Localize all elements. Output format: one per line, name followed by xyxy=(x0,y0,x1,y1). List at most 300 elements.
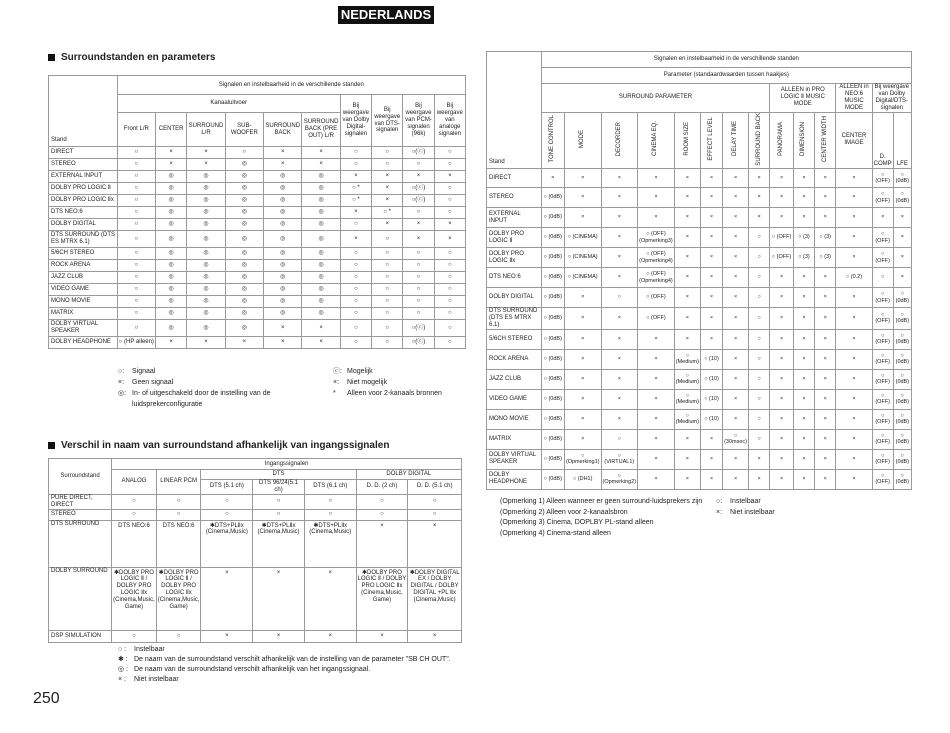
table-cell: ○ (OFF) (Opmerking3) xyxy=(638,228,675,248)
table-cell: ○ xyxy=(156,494,201,509)
table-cell: ○ xyxy=(117,147,155,159)
input-signals-header: Ingangssignalen xyxy=(112,459,462,470)
table-cell: ○ xyxy=(117,320,155,337)
surround-param-header: SURROUND PARAMETER xyxy=(541,84,770,113)
table-cell: ○ (0dB) xyxy=(541,369,564,389)
table-cell: ◎ xyxy=(156,171,187,183)
table-row xyxy=(49,630,462,642)
table-cell: × xyxy=(836,429,872,449)
table-cell: ○ (OFF) xyxy=(872,308,893,330)
table-cell: ◎ xyxy=(302,183,340,195)
channel-output-header: Kanaaluitvoer xyxy=(117,95,340,113)
row-label: EXTERNAL INPUT xyxy=(49,171,118,183)
col-header xyxy=(770,112,794,169)
table-cell: × xyxy=(674,429,700,449)
table-cell: × xyxy=(674,449,700,469)
table-cell: × xyxy=(601,228,638,248)
table-cell: ◎ xyxy=(264,308,302,320)
col-header: ANALOG xyxy=(112,470,157,495)
table-cell: × xyxy=(793,208,814,228)
table-cell: ○(ⓒ) xyxy=(403,337,434,349)
table-cell: ○ (0dB) xyxy=(893,349,911,369)
table-cell: ○ xyxy=(117,195,155,207)
table-cell: × xyxy=(723,369,749,389)
table-cell: ○ * xyxy=(340,183,371,195)
row-label: PURE DIRECT, DIRECT xyxy=(49,494,112,509)
table-row xyxy=(49,567,462,630)
table-cell: ○ (3) xyxy=(793,228,814,248)
row-label: ROCK ARENA xyxy=(487,349,542,369)
table-cell: × xyxy=(638,349,675,369)
table-cell: × xyxy=(793,329,814,349)
col-header xyxy=(815,112,836,169)
table-cell: ○ xyxy=(372,284,403,296)
col-header: CENTER xyxy=(156,113,187,147)
table-cell: ○ xyxy=(601,429,638,449)
table-cell: × xyxy=(893,248,911,268)
section1-legend-right xyxy=(333,366,483,399)
table-cell: ○ (0dB) xyxy=(893,169,911,188)
table-cell: × xyxy=(723,188,749,208)
table-cell: × xyxy=(700,268,722,288)
table-cell: ○ (3) xyxy=(793,248,814,268)
table-cell: ○ xyxy=(117,248,155,260)
table-cell: ◎ xyxy=(187,308,225,320)
table-cell: ○ xyxy=(253,509,305,520)
table-cell: ◎ xyxy=(302,284,340,296)
section3-notes xyxy=(500,497,740,539)
table-cell: × xyxy=(674,228,700,248)
table-cell: ✱DOLBY PRO LOGIC Ⅱ / DOLBY PRO LOGIC Ⅱx (Cinema,Music, Game) xyxy=(356,567,408,630)
table-cell: ○ xyxy=(403,207,434,219)
table-cell: ○ (0dB) xyxy=(541,268,564,288)
table-cell: × xyxy=(815,268,836,288)
table-cell: ○ xyxy=(434,272,465,284)
table-cell: ○ (Medium) xyxy=(674,409,700,429)
col-header xyxy=(836,112,872,169)
col-header xyxy=(638,112,675,169)
table-row xyxy=(487,228,912,248)
table-row xyxy=(49,272,466,284)
table-cell: × xyxy=(793,169,814,188)
table-cell: ○ xyxy=(372,272,403,284)
table-cell: × xyxy=(836,409,872,429)
pl2-only-header: ALLEEN in PRO LOGIC Ⅱ MUSIC MODE xyxy=(770,84,836,113)
table-cell: ○ (OFF) xyxy=(872,449,893,469)
table-cell: ○ xyxy=(356,494,408,509)
table-cell: ○ (0dB) xyxy=(541,329,564,349)
table-cell: × xyxy=(836,349,872,369)
row-label: DOLBY PRO LOGIC Ⅱx xyxy=(49,195,118,207)
table-cell: × xyxy=(815,429,836,449)
table-cell: × xyxy=(304,567,356,630)
section2-legend xyxy=(118,645,478,685)
table-row xyxy=(49,520,462,567)
table-cell: × xyxy=(723,248,749,268)
table-cell: × xyxy=(723,449,749,469)
table-row xyxy=(49,296,466,308)
table-cell: × xyxy=(836,449,872,469)
dd-dts-header: Bij weergave van Dolby Digital/DTS-signalen xyxy=(872,84,911,113)
row-label: DTS SURROUND xyxy=(49,520,112,567)
table-cell: ◎ xyxy=(302,231,340,248)
table-cell: × xyxy=(770,409,794,429)
table-cell: ○ (10) xyxy=(700,349,722,369)
table-cell: ○ xyxy=(434,147,465,159)
table-row xyxy=(49,509,462,520)
table-cell: × xyxy=(793,389,814,409)
row-label: MONO MOVIE xyxy=(49,296,118,308)
col-header-text: D. COMP xyxy=(873,154,892,168)
table-cell: ○ (OFF) xyxy=(872,288,893,308)
table-cell: ○ xyxy=(372,308,403,320)
table-cell: ○ xyxy=(340,147,371,159)
col-header-text: CENTER IMAGE xyxy=(841,133,867,147)
table-cell: ○ xyxy=(749,228,770,248)
table-cell: × xyxy=(674,268,700,288)
table-cell: ○ xyxy=(408,509,462,520)
col-header-text: CENTER WIDTH xyxy=(821,115,828,162)
table-cell: ○ xyxy=(434,159,465,171)
table-cell: ○ xyxy=(253,494,305,509)
table-cell: × xyxy=(815,329,836,349)
table-cell: × xyxy=(770,268,794,288)
table-cell: ○ (OFF) xyxy=(638,288,675,308)
table-cell: × xyxy=(356,630,408,642)
table-cell: × xyxy=(187,337,225,349)
table-cell: ○ xyxy=(117,231,155,248)
table-cell: × xyxy=(638,188,675,208)
table-cell: × xyxy=(601,169,638,188)
col-header-text: PANORAMA xyxy=(778,121,785,156)
table-cell: ○ (0dB) xyxy=(541,288,564,308)
table-cell: ○ (10) xyxy=(700,389,722,409)
col-header xyxy=(872,112,893,169)
table-cell: × xyxy=(601,208,638,228)
table-cell: × xyxy=(836,469,872,489)
table-cell: ○ (OFF) xyxy=(872,169,893,188)
table-cell: ◎ xyxy=(187,219,225,231)
note-item: (Opmerking 1) Alleen wanneer er geen surround-luidsprekers zijn xyxy=(500,498,703,505)
table-cell: ○ (0dB) xyxy=(893,449,911,469)
table-cell: × xyxy=(564,288,601,308)
col-header xyxy=(700,112,722,169)
table-cell: × xyxy=(372,195,403,207)
col-header-text: SURROUND BACK xyxy=(755,112,762,166)
table-cell: × xyxy=(564,389,601,409)
table-cell: ○ (OFF) xyxy=(872,429,893,449)
table-cell: ○ xyxy=(403,159,434,171)
table-cell: ○ xyxy=(403,248,434,260)
table-cell: ◎ xyxy=(264,219,302,231)
table-cell: × xyxy=(836,369,872,389)
table-cell: × xyxy=(340,207,371,219)
table-row xyxy=(487,308,912,330)
col-header-text: CINEMA EQ. xyxy=(652,121,659,157)
table-cell: ○ (OFF) xyxy=(872,389,893,409)
table-cell: ◎ xyxy=(187,260,225,272)
table-cell: × xyxy=(770,449,794,469)
table-cell: ◎ xyxy=(187,195,225,207)
col-header: LINEAR PCM xyxy=(156,470,201,495)
row-label: DOLBY PRO LOGIC Ⅱx xyxy=(487,248,542,268)
row-label: ROCK ARENA xyxy=(49,260,118,272)
table-cell: ○ (OFF) xyxy=(872,369,893,389)
table-cell: × xyxy=(372,183,403,195)
table-cell: ◎ xyxy=(302,207,340,219)
table-cell: ○ (OFF) xyxy=(872,329,893,349)
legend-item: ×: Geen signaal xyxy=(118,379,174,386)
table-row xyxy=(49,147,466,159)
table-cell: ◎ xyxy=(156,284,187,296)
mode-name-table xyxy=(48,458,462,643)
table-row xyxy=(49,219,466,231)
table-cell: ◎ xyxy=(264,296,302,308)
table-cell: × xyxy=(815,308,836,330)
table-cell: × xyxy=(340,231,371,248)
col-header-text: DECORDER xyxy=(615,121,622,157)
table-cell: × xyxy=(749,469,770,489)
table-row xyxy=(487,169,912,188)
table-cell: ○ (OFF) (Opmerking4) xyxy=(638,268,675,288)
row-label: DTS SURROUND (DTS ES MTRX 6.1) xyxy=(49,231,118,248)
table-cell: ◎ xyxy=(302,219,340,231)
legend-item: ◎ : De naam van de surroundstand verschilt afhankelijk van het ingangssignaal. xyxy=(118,666,371,673)
table-cell: ◎ xyxy=(156,195,187,207)
table-cell: ○ xyxy=(340,248,371,260)
table-cell: ○ xyxy=(117,284,155,296)
table-cell: ○(ⓒ) xyxy=(403,320,434,337)
table-cell: × xyxy=(408,520,462,567)
table-cell: × xyxy=(356,520,408,567)
signals-header: Signalen en instelbaarheid in de verschillende standen xyxy=(541,52,911,68)
table-cell: ◎ xyxy=(156,260,187,272)
table-cell: ○ (OFF) xyxy=(872,349,893,369)
table-cell: ◎ xyxy=(225,231,263,248)
table-cell: ◎ xyxy=(187,296,225,308)
table-cell: ◎ xyxy=(156,207,187,219)
table-cell: ○ xyxy=(156,630,201,642)
table-cell: ○ (DH1) xyxy=(564,469,601,489)
table-cell: ○ (Medium) xyxy=(674,369,700,389)
table-cell: ◎ xyxy=(264,171,302,183)
col-header: Bij weergave van PCM-signalen (96k) xyxy=(403,95,434,147)
table-cell: ○ (0dB) xyxy=(893,188,911,208)
col-header-text: MODE xyxy=(579,129,586,148)
table-cell: × xyxy=(372,171,403,183)
table-row xyxy=(49,308,466,320)
table-row xyxy=(487,248,912,268)
legend-item: ○: Instelbaar xyxy=(716,498,761,505)
table-row xyxy=(487,349,912,369)
table-row xyxy=(487,389,912,409)
table-row xyxy=(49,195,466,207)
col-header-text: LFE xyxy=(896,161,908,168)
square-bullet-icon xyxy=(48,54,55,61)
table-cell: × xyxy=(564,409,601,429)
table-cell: × xyxy=(564,308,601,330)
stand-header: Stand xyxy=(49,76,118,147)
table-cell: ○ * xyxy=(340,195,371,207)
table-cell: ◎ xyxy=(264,284,302,296)
col-header: SUB-WOOFER xyxy=(225,113,263,147)
table-cell: × xyxy=(302,337,340,349)
table-cell: ◎ xyxy=(302,260,340,272)
table-cell: ◎ xyxy=(302,171,340,183)
row-label: VIDEO GAME xyxy=(487,389,542,409)
row-label: DOLBY PRO LOGIC Ⅱ xyxy=(49,183,118,195)
table-cell: × xyxy=(264,159,302,171)
legend-item: ○ : Instelbaar xyxy=(118,646,165,653)
table-cell: × xyxy=(601,308,638,330)
table-cell: ○ (Opmerking2) xyxy=(601,469,638,489)
table-cell: × xyxy=(723,469,749,489)
table-cell: ○ xyxy=(749,349,770,369)
table-cell: × xyxy=(638,449,675,469)
table-cell: × xyxy=(836,188,872,208)
table-cell: ○ (Medium) xyxy=(674,389,700,409)
table-cell: × xyxy=(156,337,187,349)
table-cell: × xyxy=(156,159,187,171)
table-cell: ○ xyxy=(434,308,465,320)
legend-item: * Alleen voor 2-kanaals bronnen xyxy=(333,390,442,397)
table-cell: ◎ xyxy=(156,183,187,195)
row-label: DTS NEO:6 xyxy=(49,207,118,219)
table-cell: × xyxy=(749,169,770,188)
table-cell: × xyxy=(434,219,465,231)
table-cell: ◎ xyxy=(302,195,340,207)
table-cell: × xyxy=(749,449,770,469)
table-cell: × xyxy=(264,337,302,349)
row-label: 5/6CH STEREO xyxy=(487,329,542,349)
table-cell: ○ xyxy=(434,183,465,195)
table-cell: ○ xyxy=(117,159,155,171)
table-cell: × xyxy=(700,469,722,489)
table-cell: ◎ xyxy=(225,272,263,284)
table-cell: × xyxy=(434,231,465,248)
table-cell: × xyxy=(638,389,675,409)
table-cell: × xyxy=(749,188,770,208)
square-bullet-icon xyxy=(48,442,55,449)
row-label: MONO MOVIE xyxy=(487,409,542,429)
row-label: VIDEO GAME xyxy=(49,284,118,296)
table-cell: × xyxy=(700,449,722,469)
table-cell: ◎ xyxy=(156,231,187,248)
table-cell: × xyxy=(302,159,340,171)
table-cell: ✱DTS+PLⅡx (Cinema,Music) xyxy=(253,520,305,567)
table-cell: ◎ xyxy=(264,248,302,260)
table-cell: ○ xyxy=(225,147,263,159)
table-cell: × xyxy=(253,630,305,642)
table-cell: × xyxy=(225,337,263,349)
table-row xyxy=(49,171,466,183)
table-cell: ○(ⓒ) xyxy=(403,195,434,207)
col-header: SURROUND L/R xyxy=(187,113,225,147)
row-label: STEREO xyxy=(487,188,542,208)
table-cell: ○ xyxy=(403,296,434,308)
table-cell: × xyxy=(187,147,225,159)
table-cell: × xyxy=(815,288,836,308)
row-label: DTS NEO:6 xyxy=(487,268,542,288)
table-cell: ○ (OFF) xyxy=(770,248,794,268)
table-cell: × xyxy=(601,409,638,429)
table-cell: × xyxy=(403,231,434,248)
legend-item: ○: Signaal xyxy=(118,368,156,375)
table-cell: ○ xyxy=(408,494,462,509)
table-cell: × xyxy=(793,469,814,489)
table-row xyxy=(49,337,466,349)
row-label: EXTERNAL INPUT xyxy=(487,208,542,228)
col-header xyxy=(674,112,700,169)
table-cell: ○ (10) xyxy=(700,369,722,389)
table-cell: × xyxy=(638,409,675,429)
table-cell: ○ xyxy=(372,337,403,349)
table-cell: DTS NEO:6 xyxy=(112,520,157,567)
col-header xyxy=(893,112,911,169)
table-cell: ○ (0dB) xyxy=(541,449,564,469)
parameter-body xyxy=(487,169,912,490)
table-cell: × xyxy=(700,429,722,449)
table-cell: × xyxy=(201,630,253,642)
table-cell: × xyxy=(723,329,749,349)
table-cell: × xyxy=(156,147,187,159)
section2-title xyxy=(48,440,389,451)
section1-legend-left xyxy=(118,366,318,410)
table-cell: × xyxy=(893,208,911,228)
table-row xyxy=(49,159,466,171)
table-cell: × xyxy=(674,248,700,268)
table-row xyxy=(487,409,912,429)
table-cell: ◎ xyxy=(156,308,187,320)
row-label: 5/6CH STEREO xyxy=(49,248,118,260)
table-cell: × xyxy=(638,369,675,389)
table-cell: ○ (0dB) xyxy=(541,208,564,228)
row-label: MATRIX xyxy=(49,308,118,320)
table-cell: ○ xyxy=(872,268,893,288)
table-cell: ○ xyxy=(117,296,155,308)
table-cell: ○ (0dB) xyxy=(893,288,911,308)
table-cell: ○ (0dB) xyxy=(541,308,564,330)
table-cell: ○ (0dB) xyxy=(893,389,911,409)
table-cell: ○ xyxy=(340,337,371,349)
table-cell: × xyxy=(723,208,749,228)
table-cell: × xyxy=(723,169,749,188)
table-cell: ◎ xyxy=(302,308,340,320)
table-cell: × xyxy=(893,228,911,248)
table-cell: × xyxy=(793,449,814,469)
table-cell: ◎ xyxy=(187,248,225,260)
table-cell: ○ xyxy=(304,494,356,509)
table-cell: × xyxy=(815,409,836,429)
table-cell: × xyxy=(674,288,700,308)
table-cell: × xyxy=(674,308,700,330)
table-cell: ○(ⓒ) xyxy=(403,147,434,159)
table-cell: ○ (OFF) xyxy=(770,228,794,248)
table-cell: ○ (3) xyxy=(815,228,836,248)
table-cell: × xyxy=(264,147,302,159)
surround-modes-body xyxy=(49,147,466,349)
table-cell: × xyxy=(674,208,700,228)
parameter-table xyxy=(486,51,912,490)
col-header xyxy=(749,112,770,169)
section3-legend xyxy=(716,497,836,518)
table-cell: ○ (3) xyxy=(815,248,836,268)
table-cell: ○ xyxy=(372,320,403,337)
table-cell: × xyxy=(601,369,638,389)
table-cell: ○ xyxy=(434,337,465,349)
table-cell: ○ (0dB) xyxy=(541,228,564,248)
table-cell: × xyxy=(770,208,794,228)
